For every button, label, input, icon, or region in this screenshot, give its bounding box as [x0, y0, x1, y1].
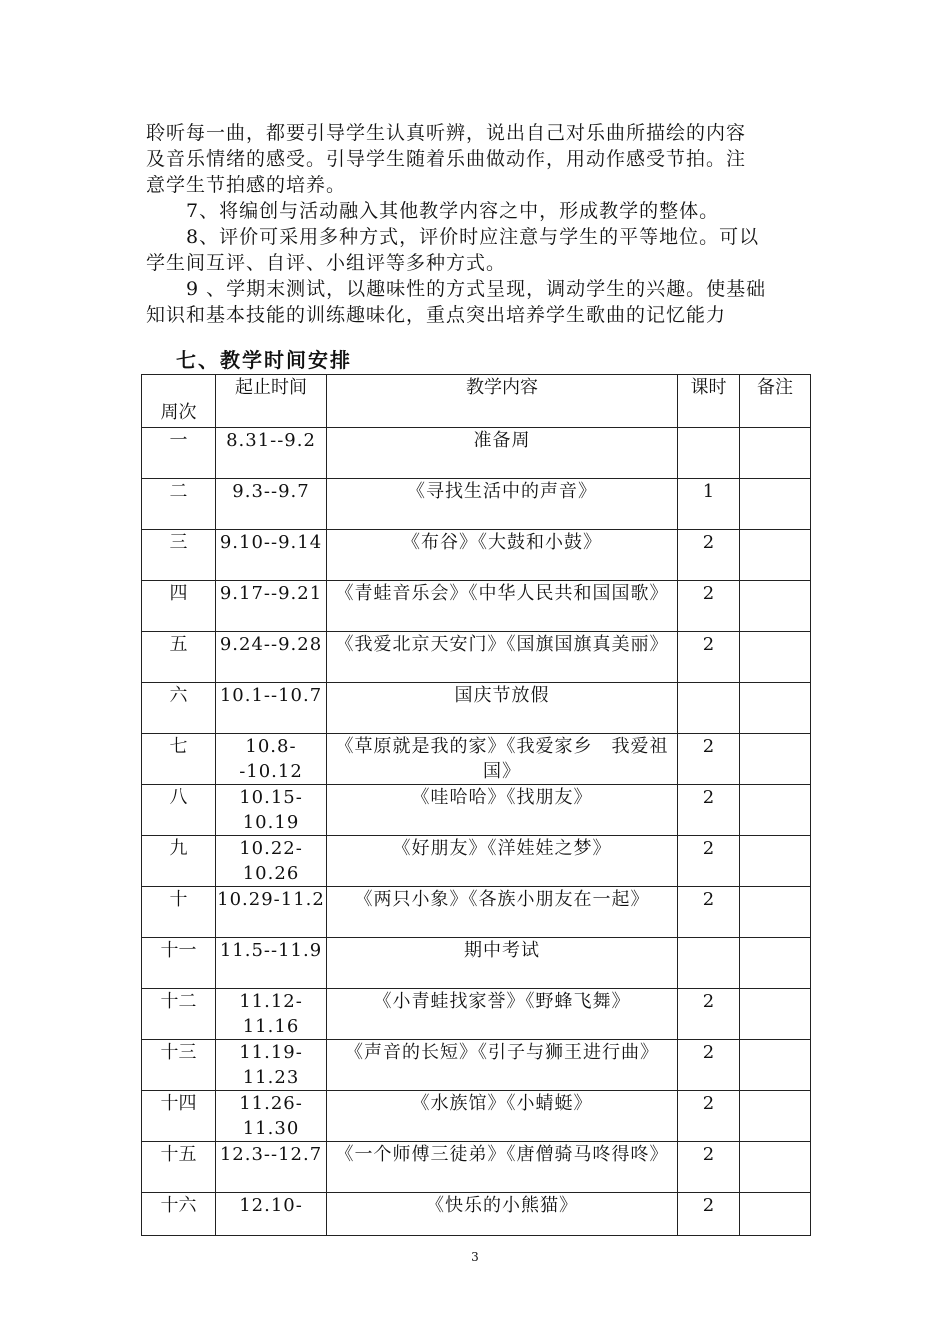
- cell-content: 期中考试: [327, 938, 678, 989]
- cell-content: 《草原就是我的家》《我爱家乡 我爱祖国》: [327, 734, 678, 785]
- cell-week: 七: [142, 734, 216, 785]
- cell-hours: 2: [678, 836, 740, 887]
- cell-hours: 2: [678, 734, 740, 785]
- cell-dates: 10.29-11.2: [216, 887, 327, 938]
- schedule-table: [141, 374, 811, 1236]
- cell-hours: 2: [678, 581, 740, 632]
- cell-notes: [740, 530, 811, 581]
- cell-dates: 9.3--9.7: [216, 479, 327, 530]
- table-header-row: [142, 375, 811, 428]
- cell-notes: [740, 836, 811, 887]
- cell-notes: [740, 1193, 811, 1236]
- cell-content: 准备周: [327, 428, 678, 479]
- body-paragraph-line: 及音乐情绪的感受。引导学生随着乐曲做动作，用动作感受节拍。注: [146, 148, 747, 170]
- table-row: [142, 1040, 811, 1091]
- cell-dates: 9.10--9.14: [216, 530, 327, 581]
- cell-content: 国庆节放假: [327, 683, 678, 734]
- cell-hours: [678, 938, 740, 989]
- header-notes: 备注: [740, 375, 811, 428]
- cell-hours: [678, 683, 740, 734]
- cell-content: 《一个师傅三徒弟》《唐僧骑马咚得咚》: [327, 1142, 678, 1193]
- cell-dates: 9.17--9.21: [216, 581, 327, 632]
- cell-dates: 10.22-10.26: [216, 836, 327, 887]
- body-paragraph-line: 学生间互评、自评、小组评等多种方式。: [146, 252, 507, 274]
- cell-hours: 2: [678, 530, 740, 581]
- table-row: [142, 836, 811, 887]
- cell-week: 三: [142, 530, 216, 581]
- cell-content: 《好朋友》《洋娃娃之梦》: [327, 836, 678, 887]
- cell-week: 五: [142, 632, 216, 683]
- cell-week: 十五: [142, 1142, 216, 1193]
- body-paragraph-line: 7、将编创与活动融入其他教学内容之中，形成教学的整体。: [146, 200, 720, 222]
- cell-dates: 11.19-11.23: [216, 1040, 327, 1091]
- cell-notes: [740, 683, 811, 734]
- table-row: [142, 581, 811, 632]
- header-hours: 课时: [678, 375, 740, 428]
- cell-dates: 10.8--10.12: [216, 734, 327, 785]
- body-paragraph-line: 聆听每一曲，都要引导学生认真听辨，说出自己对乐曲所描绘的内容: [146, 122, 747, 144]
- cell-notes: [740, 1040, 811, 1091]
- cell-week: 六: [142, 683, 216, 734]
- cell-week: 十四: [142, 1091, 216, 1142]
- cell-notes: [740, 785, 811, 836]
- cell-content: 《寻找生活中的声音》: [327, 479, 678, 530]
- body-paragraph-line: 知识和基本技能的训练趣味化，重点突出培养学生歌曲的记忆能力: [146, 304, 727, 326]
- cell-dates: 9.24--9.28: [216, 632, 327, 683]
- cell-hours: 2: [678, 989, 740, 1040]
- cell-hours: 2: [678, 1193, 740, 1236]
- cell-dates: 12.3--12.7: [216, 1142, 327, 1193]
- cell-week: 一: [142, 428, 216, 479]
- header-week: 周次: [142, 375, 216, 428]
- cell-notes: [740, 632, 811, 683]
- cell-week: 九: [142, 836, 216, 887]
- cell-hours: 2: [678, 1091, 740, 1142]
- cell-content: 《布谷》《大鼓和小鼓》: [327, 530, 678, 581]
- cell-hours: 2: [678, 632, 740, 683]
- cell-notes: [740, 989, 811, 1040]
- header-dates: 起止时间: [216, 375, 327, 428]
- table-row: [142, 938, 811, 989]
- cell-week: 十一: [142, 938, 216, 989]
- cell-hours: 1: [678, 479, 740, 530]
- cell-dates: 11.26-11.30: [216, 1091, 327, 1142]
- body-paragraph-line: 意学生节拍感的培养。: [146, 174, 347, 196]
- cell-dates: 11.5--11.9: [216, 938, 327, 989]
- table-row: [142, 734, 811, 785]
- cell-dates: 10.15-10.19: [216, 785, 327, 836]
- cell-dates: 8.31--9.2: [216, 428, 327, 479]
- cell-hours: 2: [678, 1040, 740, 1091]
- cell-content: 《快乐的小熊猫》: [327, 1193, 678, 1236]
- cell-week: 二: [142, 479, 216, 530]
- cell-week: 十六: [142, 1193, 216, 1236]
- cell-notes: [740, 1091, 811, 1142]
- table-row: [142, 989, 811, 1040]
- cell-hours: 2: [678, 785, 740, 836]
- cell-hours: 2: [678, 1142, 740, 1193]
- table-row: [142, 785, 811, 836]
- cell-hours: 2: [678, 887, 740, 938]
- cell-content: 《水族馆》《小蜻蜓》: [327, 1091, 678, 1142]
- cell-week: 十二: [142, 989, 216, 1040]
- cell-week: 四: [142, 581, 216, 632]
- table-row: [142, 428, 811, 479]
- body-paragraph-line: 9 、学期末测试，以趣味性的方式呈现，调动学生的兴趣。使基础: [146, 278, 767, 300]
- table-row: [142, 1193, 811, 1236]
- cell-content: 《青蛙音乐会》《中华人民共和国国歌》: [327, 581, 678, 632]
- table-row: [142, 1091, 811, 1142]
- cell-content: 《声音的长短》《引子与狮王进行曲》: [327, 1040, 678, 1091]
- table-row: [142, 632, 811, 683]
- cell-content: 《哇哈哈》《找朋友》: [327, 785, 678, 836]
- table-row: [142, 530, 811, 581]
- header-content: 教学内容: [327, 375, 678, 428]
- table-row: [142, 887, 811, 938]
- cell-dates: 10.1--10.7: [216, 683, 327, 734]
- cell-notes: [740, 887, 811, 938]
- cell-week: 八: [142, 785, 216, 836]
- cell-dates: 12.10-: [216, 1193, 327, 1236]
- table-row: [142, 683, 811, 734]
- cell-week: 十: [142, 887, 216, 938]
- cell-dates: 11.12-11.16: [216, 989, 327, 1040]
- cell-content: 《小青蛙找家誉》《野蜂飞舞》: [327, 989, 678, 1040]
- body-paragraph-line: 8、评价可采用多种方式，评价时应注意与学生的平等地位。可以: [146, 226, 760, 248]
- cell-hours: [678, 428, 740, 479]
- cell-notes: [740, 1142, 811, 1193]
- cell-notes: [740, 938, 811, 989]
- section-title: 七、教学时间安排: [176, 348, 352, 372]
- cell-week: 十三: [142, 1040, 216, 1091]
- cell-notes: [740, 581, 811, 632]
- cell-notes: [740, 479, 811, 530]
- cell-notes: [740, 428, 811, 479]
- table-row: [142, 1142, 811, 1193]
- page-number: 3: [471, 1250, 479, 1264]
- cell-notes: [740, 734, 811, 785]
- cell-content: 《我爱北京天安门》《国旗国旗真美丽》: [327, 632, 678, 683]
- table-row: [142, 479, 811, 530]
- cell-content: 《两只小象》《各族小朋友在一起》: [327, 887, 678, 938]
